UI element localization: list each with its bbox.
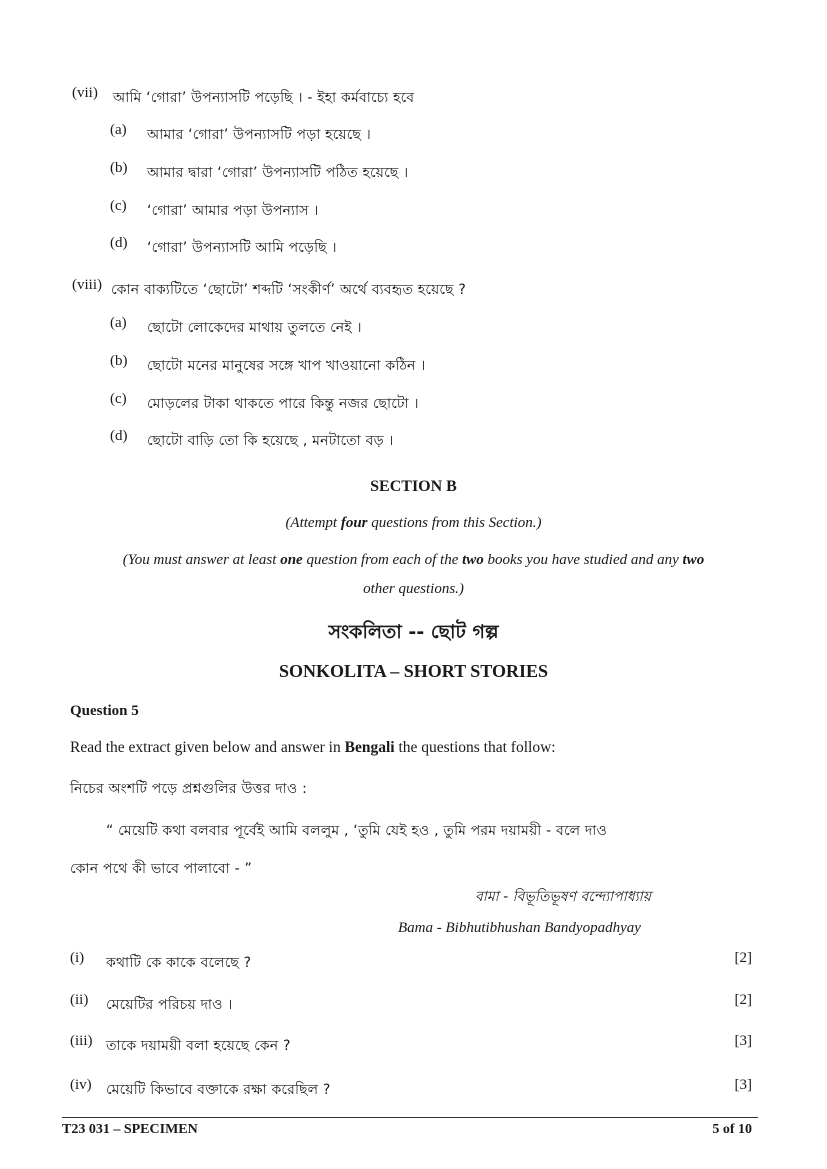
subquestion-text: কথাটি কে কাকে বলেছে ? [106,955,252,971]
option-label: (c) [110,391,127,407]
question-text: কোন বাক্যটিতে ‘ছোটো’ শব্দটি ‘সংকীর্ণ’ অর্থে ব্যবহৃত হয়েছে ? [111,282,466,298]
subquestion-label: (iii) [70,1033,93,1049]
question-text: আমি ‘গোরা’ উপন্যাসটি পড়েছি । - ইহা কর্মবাচ্যে হবে [113,90,415,106]
option-text: ছোটো লোকেদের মাথায় তুলতে নেই । [147,320,362,336]
question-number: (viii) [72,277,102,293]
section-title: SECTION B [370,478,457,495]
footer-divider [62,1117,758,1118]
question-number: (vii) [72,85,98,101]
option-label: (d) [110,235,128,251]
marks: [2] [734,950,752,966]
page-number: 5 of 10 [712,1122,752,1137]
section-instruction-line1: (You must answer at least one question from each of the two books you have studied and any two [122,552,705,568]
question-instruction-bengali: নিচের অংশটি পড়ে প্রশ্নগুলির উত্তর দাও : [70,781,308,797]
option-text: ‘গোরা’ উপন্যাসটি আমি পড়েছি । [147,240,337,256]
option-label: (d) [110,428,128,444]
option-text: ‘গোরা’ আমার পড়া উপন্যাস । [147,203,319,219]
subquestion-label: (ii) [70,992,89,1008]
paper-code: T23 031 – SPECIMEN [62,1122,198,1137]
marks: [3] [734,1077,752,1093]
section-attempt-note: (Attempt four questions from this Section.) [285,515,542,531]
book-title-bengali: সংকলিতা -- ছোট গল্প [328,621,499,643]
option-label: (b) [110,160,128,176]
question-instruction-english: Read the extract given below and answer in Bengali the questions that follow: [70,739,556,756]
marks: [2] [734,992,752,1008]
subquestion-label: (iv) [70,1077,92,1093]
extract-source-english: Bama - Bibhutibhushan Bandyopadhyay [398,920,641,936]
option-label: (a) [110,122,127,138]
book-title-english: SONKOLITA – SHORT STORIES [279,661,548,681]
option-text: আমার ‘গোরা’ উপন্যাসটি পড়া হয়েছে । [147,127,371,143]
option-text: ছোটো বাড়ি তো কি হয়েছে , মনটাতো বড় । [147,433,394,449]
option-text: আমার দ্বারা ‘গোরা’ উপন্যাসটি পঠিত হয়েছে । [147,165,409,181]
subquestion-label: (i) [70,950,85,966]
extract-line-2: কোন পথে কী ভাবে পালাবো - ” [70,861,252,877]
option-text: মোড়লের টাকা থাকতে পারে কিন্তু নজর ছোটো । [147,396,419,412]
section-instruction-line2: other questions.) [363,581,464,597]
subquestion-text: মেয়েটির পরিচয় দাও । [106,997,233,1013]
option-label: (c) [110,198,127,214]
subquestion-text: মেয়েটি কিভাবে বক্তাকে রক্ষা করেছিল ? [106,1082,331,1098]
marks: [3] [734,1033,752,1049]
option-label: (a) [110,315,127,331]
option-label: (b) [110,353,128,369]
extract-line-1: “ মেয়েটি কথা বলবার পূর্বেই আমি বললুম , ‘তুমি যেই হও , তুমি পরম দয়াময়ী - বলে দাও [106,823,607,839]
question-heading: Question 5 [70,703,139,719]
extract-source-bengali: বামা - বিভূতিভূষণ বন্দ্যোপাধ্যায় [475,889,651,905]
subquestion-text: তাকে দয়াময়ী বলা হয়েছে কেন ? [106,1038,291,1054]
option-text: ছোটো মনের মানুষের সঙ্গে খাপ খাওয়ানো কঠিন । [147,358,426,374]
